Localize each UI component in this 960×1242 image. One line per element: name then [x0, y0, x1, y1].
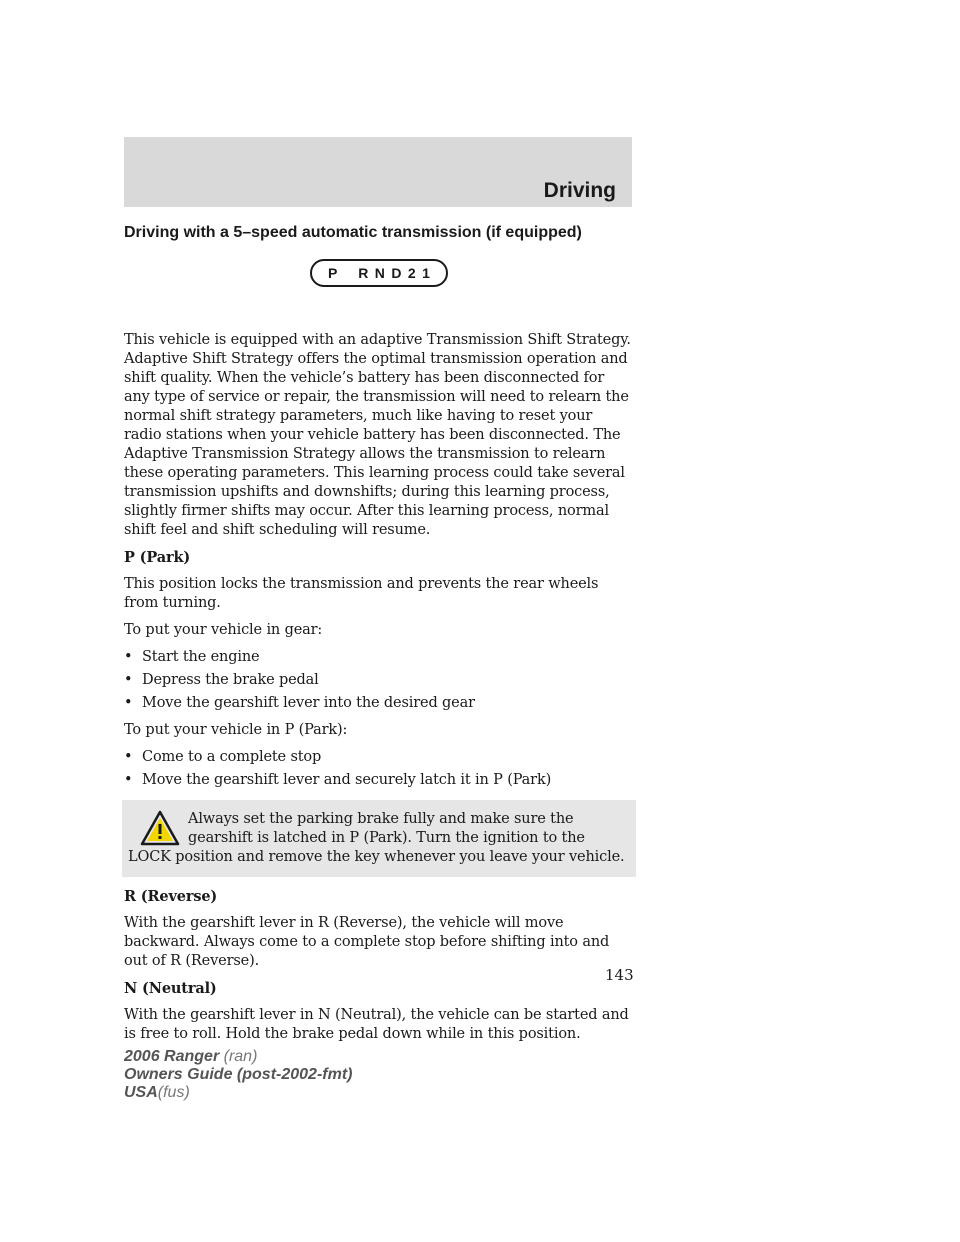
park-heading: P (Park)	[124, 549, 191, 566]
footer-market: USA	[124, 1084, 158, 1101]
in-gear-steps	[124, 648, 634, 713]
footer-market-code: (fus)	[157, 1084, 190, 1101]
footer-guide: Owners Guide (post-2002-fmt)	[124, 1066, 353, 1083]
list-item: • Come to a complete stop	[124, 749, 322, 765]
list-item: • Move the gearshift lever and securely latch it in P (Park)	[124, 772, 552, 788]
reverse-description: With the gearshift lever in R (Reverse), the vehicle will move backward. Always come to a complete stop before shifting into and out of R (Reverse).	[124, 915, 610, 969]
page-number: 143	[605, 966, 634, 984]
gear-position-1: 1	[422, 265, 430, 281]
list-item: • Move the gearshift lever into the desired gear	[124, 695, 475, 711]
gear-position-p: P	[328, 265, 338, 281]
park-intro: To put your vehicle in P (Park):	[124, 722, 348, 738]
warning-text: Always set the parking brake fully and make sure the gearshift is latched in P (Park). Turn the ignition to the LOCK position and remove the key whenever you leave your vehicle.	[128, 811, 625, 865]
list-item: • Start the engine	[124, 649, 260, 665]
neutral-description: With the gearshift lever in N (Neutral), the vehicle can be started and is free to roll. Hold the brake pedal down while in this position.	[124, 1007, 629, 1042]
footer-model: 2006 Ranger	[124, 1048, 220, 1065]
page-body	[124, 331, 634, 1052]
list-item: • Depress the brake pedal	[124, 672, 319, 688]
reverse-heading: R (Reverse)	[124, 888, 218, 905]
chapter-header	[124, 137, 632, 207]
warning-box	[122, 800, 636, 877]
section-heading: Driving with a 5–speed automatic transmission (if equipped)	[124, 224, 582, 241]
gear-position-2: 2	[407, 265, 416, 281]
chapter-title: Driving	[543, 179, 616, 202]
gear-position-r: R	[358, 265, 369, 281]
document-footer	[124, 1048, 352, 1102]
warning-triangle-icon	[140, 810, 180, 846]
in-gear-intro: To put your vehicle in gear:	[124, 622, 323, 638]
gear-indicator	[310, 259, 448, 287]
neutral-heading: N (Neutral)	[124, 980, 217, 997]
footer-model-code: (ran)	[223, 1048, 258, 1065]
park-description: This position locks the transmission and prevents the rear wheels from turning.	[124, 576, 599, 611]
gear-position-d: D	[391, 265, 402, 281]
intro-paragraph: This vehicle is equipped with an adaptive Transmission Shift Strategy. Adaptive Shift Strategy offers the optimal transmission operation and shift quality. When the vehicle’s battery has been disconnected for any type of service or repair, the transmission will need to relearn the normal shift strategy parameters, much like having to reset your radio stations when your vehicle battery has been disconnected. The Adaptive Transmission Strategy allows the transmission to relearn these operating parameters. This learning process could take several transmission upshifts and downshifts; during this learning process, slightly firmer shifts may occur. After this learning process, normal shift feel and shift scheduling will resume.	[124, 332, 631, 538]
park-steps	[124, 748, 634, 790]
gear-position-n: N	[374, 265, 385, 281]
